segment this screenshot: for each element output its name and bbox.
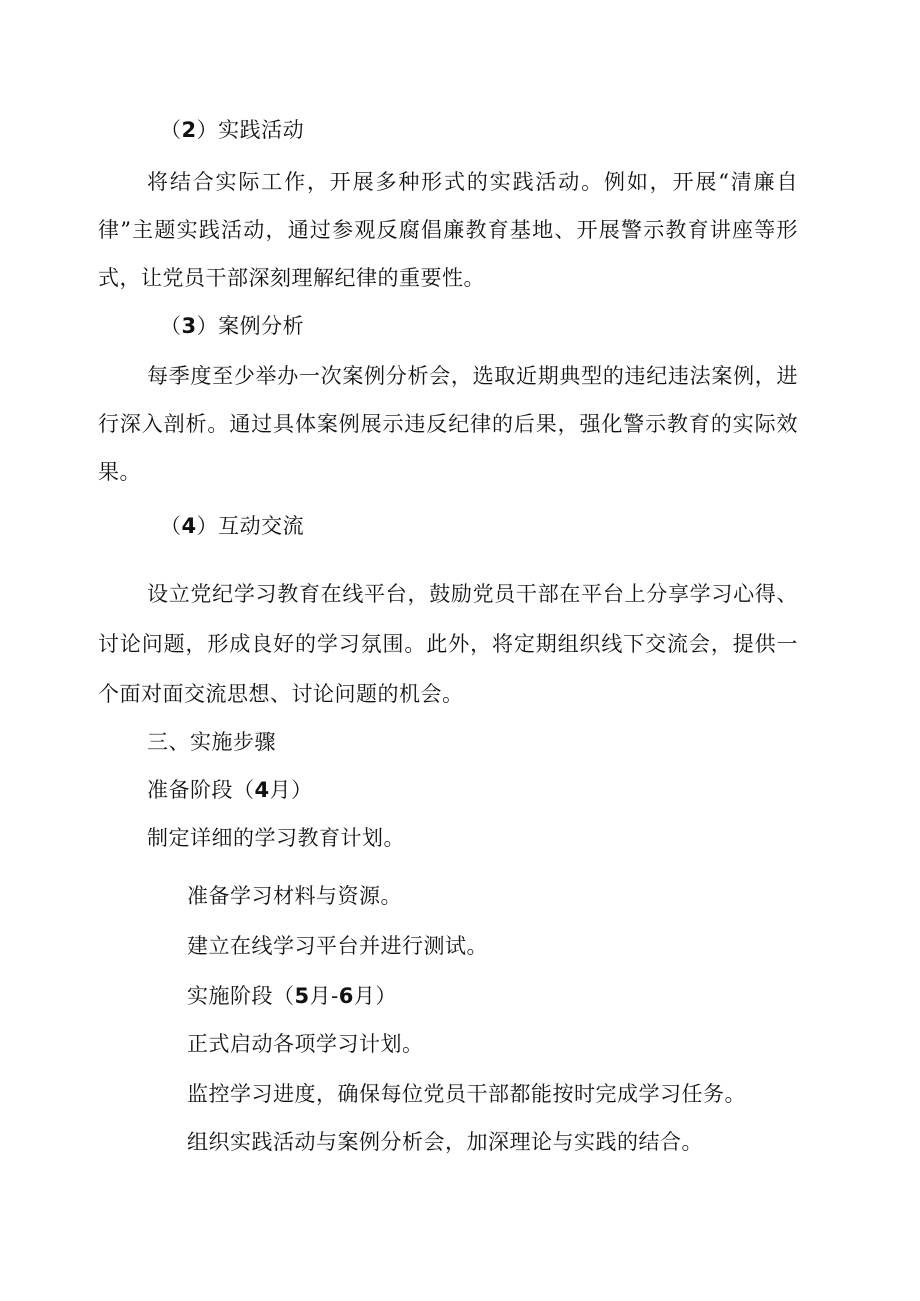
- section-heading-interaction: （4）互动交流: [160, 514, 305, 538]
- paragraph-line: 每季度至少举办一次案例分析会，选取近期典型的违纪违法案例，进: [147, 364, 798, 388]
- step-item: 监控学习进度，确保每位党员干部都能按时完成学习任务。: [187, 1082, 746, 1106]
- step-item: 建立在线学习平台并进行测试。: [187, 934, 488, 958]
- step-item: 正式启动各项学习计划。: [187, 1032, 424, 1056]
- paragraph-line: 果。: [98, 460, 141, 484]
- step-item: 组织实践活动与案例分析会，加深理论与实践的结合。: [187, 1130, 703, 1154]
- paragraph-line: 设立党纪学习教育在线平台，鼓励党员干部在平台上分享学习心得、: [147, 582, 798, 606]
- phase-impl-title: 实施阶段（5月-6月）: [187, 984, 397, 1008]
- section-heading-practice: （2）实践活动: [160, 118, 305, 142]
- section-heading-case: （3）案例分析: [160, 314, 305, 338]
- step-item: 制定详细的学习教育计划。: [147, 826, 405, 850]
- paragraph-line: 讨论问题，形成良好的学习氛围。此外，将定期组织线下交流会，提供一: [98, 632, 798, 656]
- paragraph-line: 律”主题实践活动，通过参观反腐倡廉教育基地、开展警示教育讲座等形: [98, 218, 798, 242]
- steps-heading: 三、实施步骤: [147, 730, 276, 754]
- step-item: 准备学习材料与资源。: [187, 884, 402, 908]
- paragraph-line: 将结合实际工作，开展多种形式的实践活动。例如，开展“清廉自: [147, 170, 798, 194]
- phase-prep-title: 准备阶段（4月）: [147, 778, 313, 802]
- paragraph-line: 式，让党员干部深刻理解纪律的重要性。: [98, 266, 485, 290]
- paragraph-line: 个面对面交流思想、讨论问题的机会。: [98, 682, 464, 706]
- paragraph-line: 行深入剖析。通过具体案例展示违反纪律的后果，强化警示教育的实际效: [98, 412, 798, 436]
